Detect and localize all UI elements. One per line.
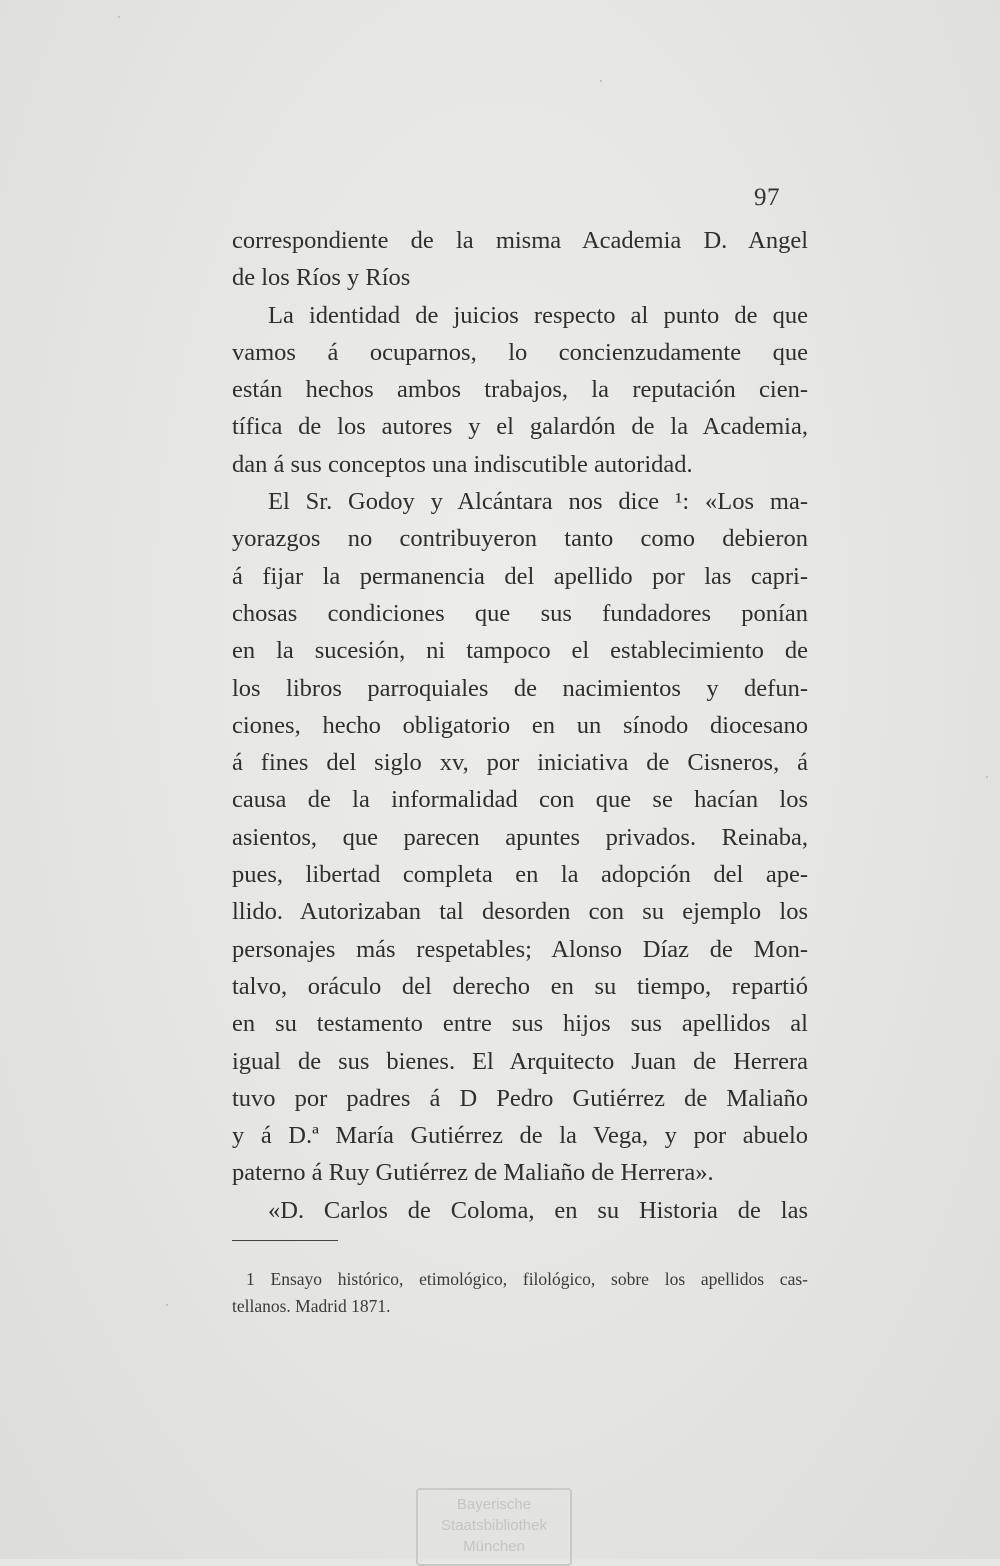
body-text: [232, 222, 808, 1229]
text-line: vamos á ocuparnos, lo concienzudamente que: [232, 338, 808, 366]
text-line: á fines del siglo xv, por iniciativa de Cisneros, á: [232, 749, 808, 777]
text-line: en su testamento entre sus hijos sus apellidos al: [232, 1010, 808, 1038]
stamp-line: München: [463, 1538, 525, 1555]
text-line: ciones, hecho obligatorio en un sínodo diocesano: [232, 711, 808, 739]
footnote-divider: [232, 1240, 338, 1241]
paper-speck: [986, 776, 988, 778]
text-line: talvo, oráculo del derecho en su tiempo, repartió: [232, 972, 808, 1000]
text-line: llido. Autorizaban tal desorden con su ejemplo los: [232, 898, 808, 926]
text-line: tuvo por padres á D Pedro Gutiérrez de Maliaño: [232, 1084, 808, 1112]
footnote-line: tellanos. Madrid 1871.: [232, 1296, 391, 1316]
text-line: causa de la informalidad con que se hacían los: [232, 786, 808, 814]
text-line: asientos, que parecen apuntes privados. Reinaba,: [232, 823, 808, 851]
text-line: dan á sus conceptos una indiscutible autoridad.: [232, 450, 693, 478]
text-line: tífica de los autores y el galardón de la Academia,: [232, 413, 808, 441]
text-line: los libros parroquiales de nacimientos y defun-: [232, 674, 808, 702]
text-line: á fijar la permanencia del apellido por las capri-: [232, 562, 808, 590]
text-line: igual de sus bienes. El Arquitecto Juan de Herrera: [232, 1047, 808, 1075]
text-line: La identidad de juicios respecto al punto de que: [268, 301, 808, 329]
text-line: pues, libertad completa en la adopción del ape-: [232, 861, 808, 889]
page-number: 97: [754, 184, 780, 211]
text-line: El Sr. Godoy y Alcántara nos dice ¹: «Los ma-: [268, 488, 808, 516]
text-line: paterno á Ruy Gutiérrez de Maliaño de Herrera».: [232, 1159, 714, 1187]
paper-speck: [166, 1304, 168, 1306]
text-line: están hechos ambos trabajos, la reputación cien-: [232, 376, 808, 404]
paper-speck: [118, 16, 120, 18]
text-line: y á D.ª María Gutiérrez de la Vega, y por abuelo: [232, 1122, 808, 1150]
paper-speck: [600, 80, 602, 82]
text-line: personajes más respetables; Alonso Díaz de Mon-: [232, 935, 808, 963]
text-line: correspondiente de la misma Academia D. Angel: [232, 227, 808, 254]
text-line: de los Ríos y Ríos: [232, 264, 411, 292]
footnote-line: 1 Ensayo histórico, etimológico, filológico, sobre los apellidos cas-: [246, 1269, 808, 1289]
text-line: chosas condiciones que sus fundadores ponían: [232, 599, 808, 627]
library-stamp: [416, 1488, 572, 1566]
text-line: en la sucesión, ni tampoco el establecimiento de: [232, 637, 808, 665]
stamp-line: Bayerische: [456, 1496, 532, 1513]
stamp-line: Staatsbibliothek: [441, 1517, 547, 1534]
text-line: yorazgos no contribuyeron tanto como debieron: [232, 525, 808, 553]
text-line: «D. Carlos de Coloma, en su Historia de las: [268, 1196, 808, 1224]
footnote: [232, 1266, 808, 1320]
